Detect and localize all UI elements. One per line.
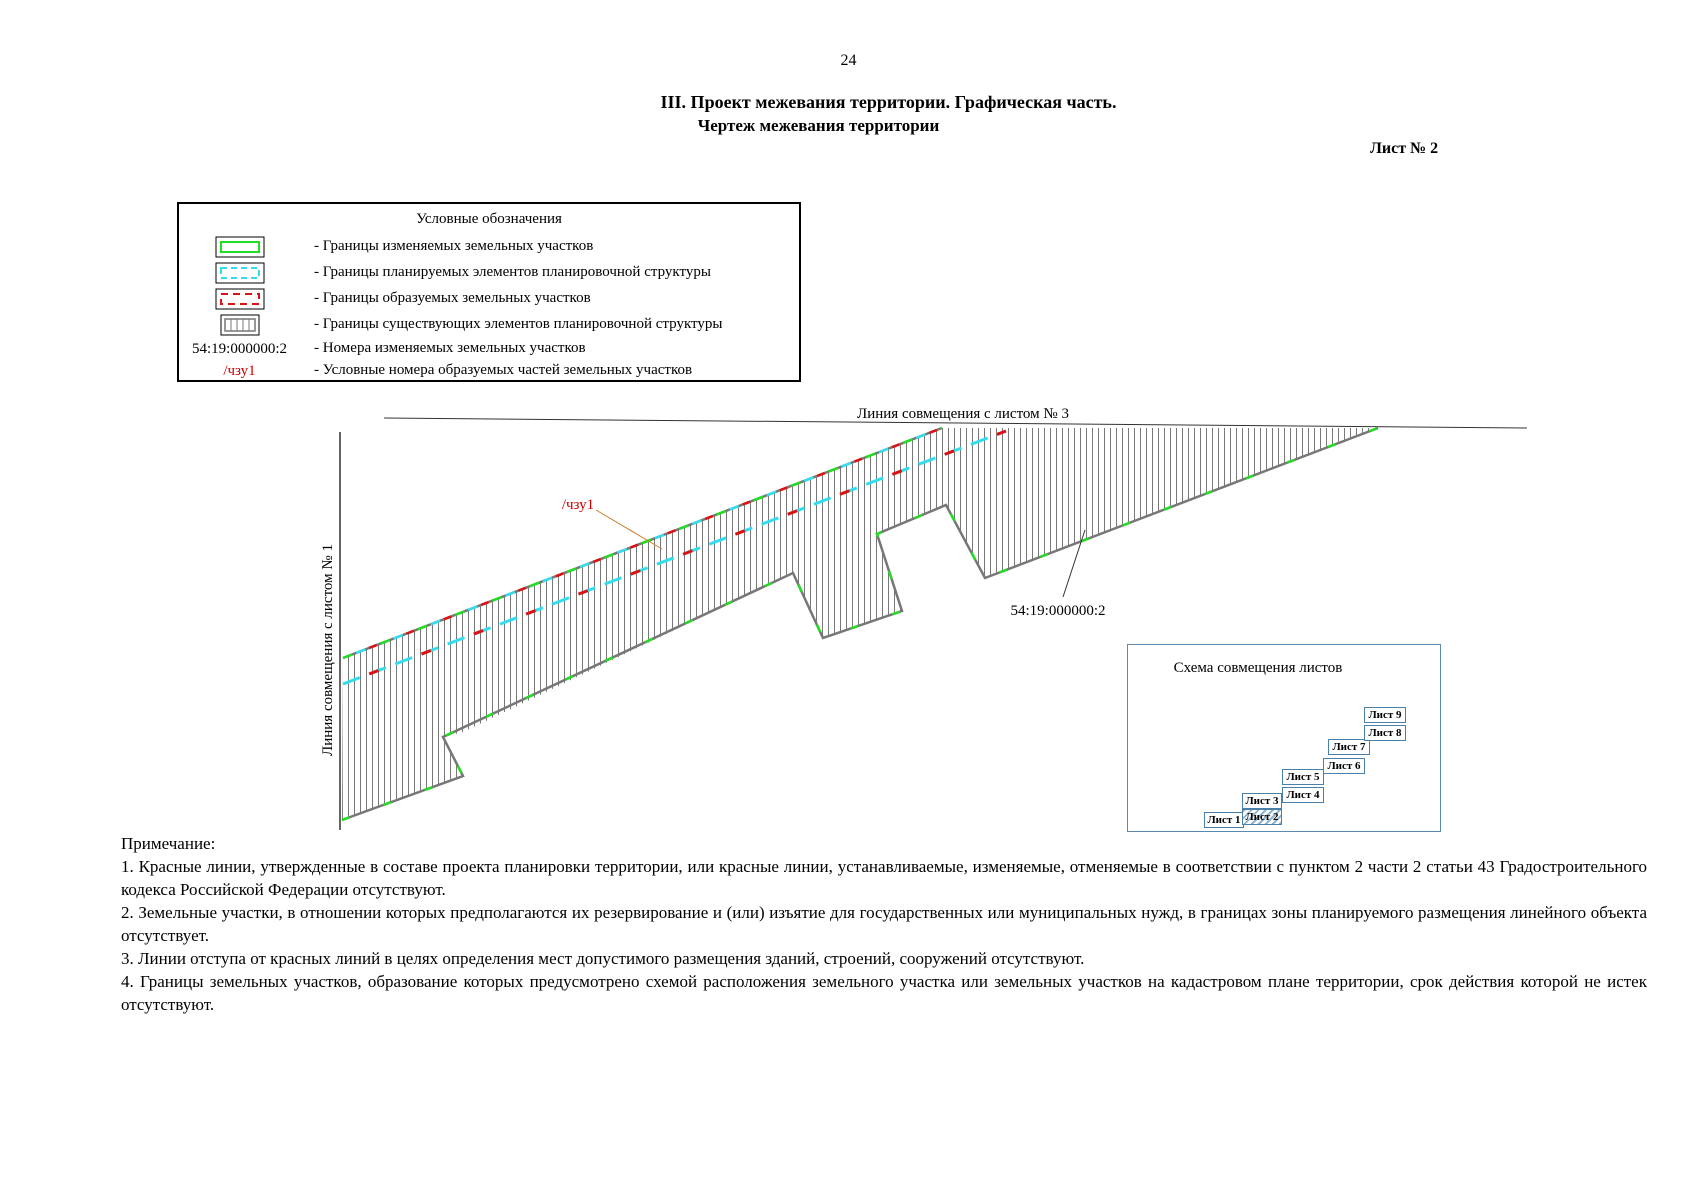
notes (121, 832, 1647, 1016)
page-number: 24 (840, 52, 857, 69)
legend-item-text: - Условные номера образуемых частей земельных участков (314, 362, 693, 378)
legend-item-text: - Границы существующих элементов планировочной структуры (314, 316, 723, 332)
note-item: 3. Линии отступа от красных линий в целях определения мест допустимого размещения зданий, строений, сооружений отсутствуют. (121, 949, 1085, 968)
note-item: 2. Земельные участки, в отношении которых предполагаются их резервирование и (или) изъятие для государственных или муниципальных нужд, в границах зоны планируемого размещения линейного объекта отсутствует. (121, 903, 1647, 945)
note-item: 1. Красные линии, утвержденные в составе проекта планировки территории, или красные линии, устанавливаемые, изменяемые, отменяемые в соответствии с пунктом 2 части 2 статьи 43 Градостроительного кодекса Российской Федерации отсутствуют. (121, 857, 1647, 899)
sheet-box-9: Лист 9 (1364, 707, 1406, 723)
sheet-box-6: Лист 6 (1323, 758, 1365, 774)
legend-item-text: - Номера изменяемых земельных участков (314, 340, 586, 356)
document-title: III. Проект межевания территории. Графическая часть. (660, 92, 1117, 112)
sheet-box-7: Лист 7 (1328, 739, 1370, 755)
schema-title: Схема совмещения листов (1173, 660, 1343, 676)
sheet-box-8: Лист 8 (1364, 725, 1406, 741)
legend-item-text: - Границы планируемых элементов планировочной структуры (314, 264, 711, 280)
drawing-title: Чертеж межевания территории (697, 116, 940, 135)
notes-heading: Примечание: (121, 834, 216, 853)
sheet-box-5: Лист 5 (1282, 769, 1324, 785)
sheet-box-1: Лист 1 (1204, 812, 1244, 828)
parcel-number-sample: 54:19:000000:2 (191, 340, 287, 357)
part-number-sample: /чзу1 (223, 362, 256, 379)
legend-item-text: - Границы изменяемых земельных участков (314, 238, 594, 254)
part-number-label: /чзу1 (561, 497, 595, 513)
left-match-label: Линия совмещения с листом № 1 (320, 544, 336, 756)
note-item: 4. Границы земельных участков, образование которых предусмотрено схемой расположения земельного участка или земельных участков на кадастровом плане территории, срок действия которой не истек отсутствуют. (121, 972, 1647, 1014)
sheet-box-3: Лист 3 (1242, 793, 1282, 809)
legend-title: Условные обозначения (416, 211, 562, 227)
sheet-box-2: Лист 2 (1242, 809, 1282, 825)
sheet-layout-scheme (1127, 644, 1441, 832)
legend-item-text: - Границы образуемых земельных участков (314, 290, 591, 306)
parcel-number-label: 54:19:000000:2 (1010, 603, 1106, 619)
sheet-number: Лист № 2 (1370, 140, 1439, 157)
top-match-label: Линия совмещения с листом № 3 (857, 406, 1069, 422)
part-leader-line (596, 510, 662, 549)
sheet-box-4: Лист 4 (1282, 787, 1324, 803)
